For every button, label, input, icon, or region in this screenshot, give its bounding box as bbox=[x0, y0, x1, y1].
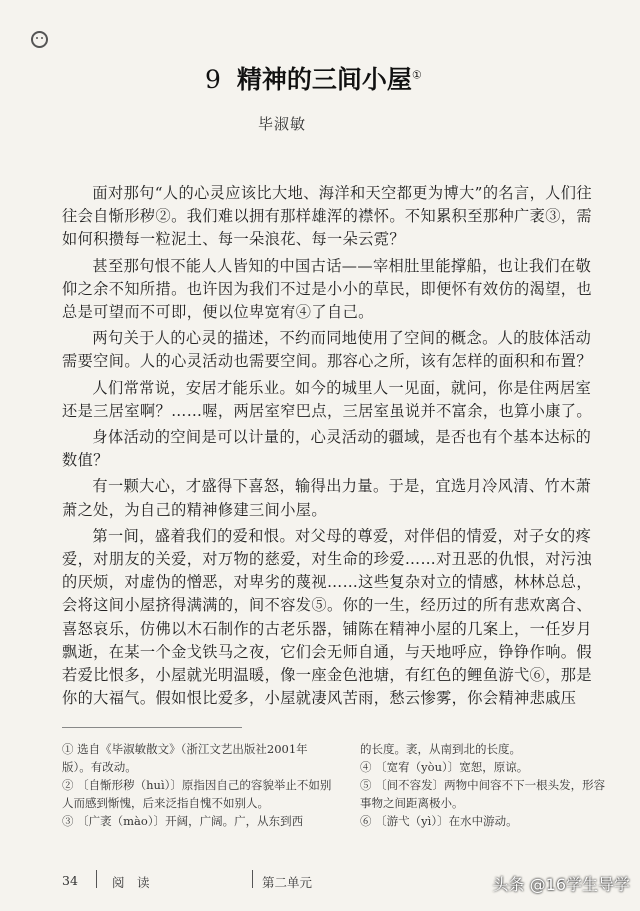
paragraph: 身体活动的空间是可以计量的，心灵活动的疆域，是否也有个基本达标的数值？ bbox=[62, 428, 592, 470]
paragraph: 第一间，盛着我们的爱和恨。对父母的尊爱，对伴侣的情爱，对子女的疼爱，对朋友的关爱，对万物的慈爱，对生命的珍爱……对丑恶的仇恨，对污浊的厌烦，对虚伪的憎恶，对卑劣的蔑视……这些复杂对立的情感，林林总总，会将这间小屋挤得满满的，间不容发⑤。你的一生，经历过的所有悲欢离合、喜怒哀乐，仿佛以木石制作的古老乐器，铺陈在精神小屋的几案上，一任岁月飘逝，在某一个金戈铁马之夜，它们会无师自通，与天地呼应，铮铮作响。假若爱比恨多，小屋就光明温暖，像一座金色池塘，有红色的鲤鱼游弋⑥，那是你的大福气。假如恨比爱多，小屋就凄风苦雨，愁云惨雾，你会精神悲戚压 bbox=[62, 526, 592, 708]
footnote: 的长度。袤，从南到北的长度。 bbox=[360, 742, 521, 756]
footnote: ⑤ 〔间不容发〕两物中间容不下一根头发，形容事物之间距离极小。 bbox=[360, 778, 606, 810]
author: 毕淑敏 bbox=[258, 115, 307, 133]
page-title bbox=[205, 60, 485, 96]
footnote: ② 〔自惭形秽（huì）〕原指因自己的容貌举止不如别人而感到惭愧，后来泛指自愧不如别人。 bbox=[62, 778, 332, 810]
paragraph: 面对那句“人的心灵应该比大地、海洋和天空都更为博大”的名言，人们往往会自惭形秽②。我们难以拥有那样雄浑的襟怀。不知累积至那种广袤③，需如何积攒每一粒泥土、每一朵浪花、每一朵云霓？ bbox=[62, 184, 592, 249]
watermark: 头条 @16学生导学 bbox=[492, 875, 630, 894]
footnote: ③ 〔广袤（mào）〕开阔，广阔。广，从东到西 bbox=[62, 814, 304, 828]
footer-divider bbox=[96, 870, 97, 888]
page-number: 34 bbox=[62, 873, 78, 888]
footnotes-right bbox=[360, 740, 610, 830]
paragraph: 两句关于人的心灵的描述，不约而同地使用了空间的概念。人的肢体活动需要空间。人的心灵活动也需要空间。那容心之所，该有怎样的面积和布置？ bbox=[62, 329, 592, 371]
footnote: ⑥ 〔游弋（yì）〕在水中游动。 bbox=[360, 814, 518, 828]
unit-label: 第二单元 bbox=[262, 875, 313, 890]
footnote: ④ 〔宽宥（yòu）〕宽恕，原谅。 bbox=[360, 760, 529, 774]
paragraph: 有一颗大心，才盛得下喜怒，输得出力量。于是，宜选月冷风清、竹木萧萧之处，为自己的精神修建三间小屋。 bbox=[62, 477, 592, 519]
footnote: ① 选自《毕淑敏散文》（浙江文艺出版社2001年版）。有改动。 bbox=[62, 742, 308, 774]
body-text bbox=[62, 182, 597, 710]
footnote-divider bbox=[62, 727, 242, 728]
chapter-number: 9 bbox=[205, 65, 221, 94]
footer-divider bbox=[252, 870, 253, 888]
paragraph: 人们常常说，安居才能乐业。如今的城里人一见面，就问，你是住两居室还是三居室啊？……喔，两居室窄巴点，三居室虽说并不富余，也算小康了。 bbox=[62, 378, 592, 420]
title-text: 精神的三间小屋 bbox=[236, 65, 412, 94]
paragraph: 甚至那句恨不能人人皆知的中国古话——宰相肚里能撑船，也让我们在敬仰之余不知所措。也许因为我们不过是小小的草民，即便怀有效仿的渴望，也总是可望而不可即，便以位卑宽宥④了自己。 bbox=[62, 256, 592, 322]
section-label: 阅 读 bbox=[112, 875, 150, 890]
footnotes-left bbox=[62, 740, 332, 830]
title-note: ① bbox=[411, 68, 422, 82]
corner-logo-icon bbox=[31, 31, 48, 48]
